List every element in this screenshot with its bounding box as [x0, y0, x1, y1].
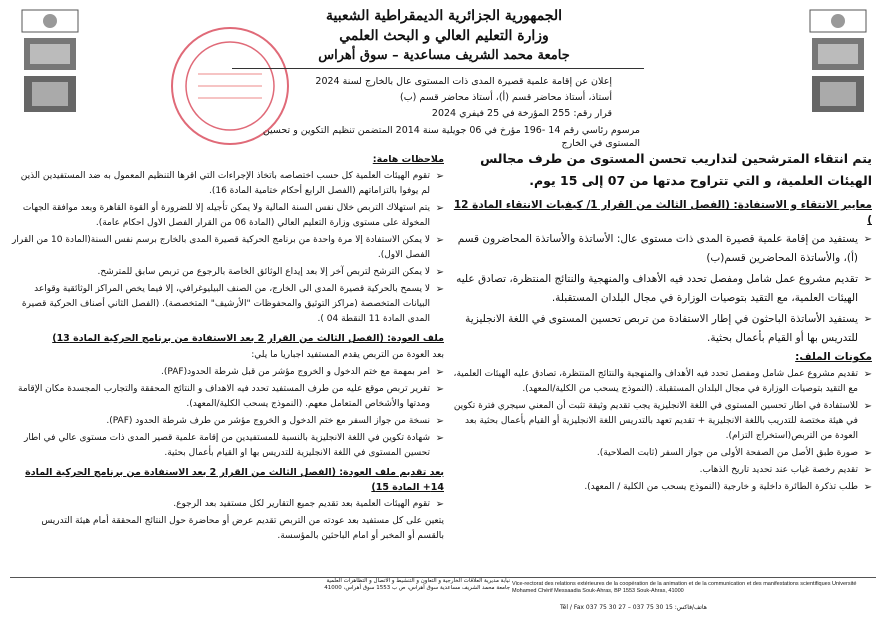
list-item: ➢ شهادة تكوين في اللغة الانجليزية بالنسبة للمستفيدين من إقامة علمية قصير المدى ذات مستوى عالي في اطار تحسين المستوى في اللغة الانجليزية للتدريس بها او القيام بأعمال بحثية.: [24, 433, 444, 458]
check-arrow-icon: ➢: [435, 433, 444, 444]
list-item: ➢ يستفيد من إقامة علمية قصيرة المدى ذات مستوى عال: الأساتذة والأساتذة المحاضرون قسم (أ)، والأساتذة المحاضرين قسم(ب): [452, 230, 872, 268]
check-arrow-icon: ➢: [435, 267, 444, 278]
check-arrow-icon: ➢: [863, 448, 872, 459]
check-arrow-icon: ➢: [435, 384, 444, 395]
list-item: ➢ تقديم مشروع عمل شامل ومفصل تحدد فيه الأهداف والمنهجية والنتائج المنتظرة، تصادق عليه الهيئات العلمية، مع التقيد بتوصيات الوزارة في مجال البلدان المستقبلة. (النموذج يسحب من الكلية/المعهد).: [453, 369, 872, 394]
check-arrow-icon: ➢: [863, 314, 872, 325]
list-item: ➢ تقوم الهيئات العلمية كل حسب اختصاصه باتخاذ الإجراءات التي اقرها التنظيم المعمول به ضد المستفيدين الذين لم يوفوا بالتزاماتهم (الفصل الرابع أحكام ختامية المادة 16).: [20, 171, 444, 196]
check-arrow-icon: ➢: [435, 499, 444, 510]
header-divider: [232, 68, 644, 69]
list-item: ➢ يتم استهلاك التربص خلال نفس السنة المالية ولا يمكن تأجيله إلا للضرورة أو القوة القاهرة وبعد موافقة الجهات المخولة على مستوى وزارة التعليم العالي (المادة 06 من القرار الفصل الاول احكام عامة).: [22, 203, 444, 228]
decree-reference: مرسوم رئاسي رقم 14 -196 مؤرخ في 06 جويلية سنة 2014 المتضمن تنظيم التكوين و تحسين المستوى في الخارج: [262, 125, 640, 149]
list-item: ➢ تقديم مشروع عمل شامل ومفصل تحدد فيه الأهداف والمنهجية والنتائج المنتظرة، تصادق عليه الهيئات العلمية، مع التقيد بتوصيات الوزارة في مجال البلدان المستقبلة.: [452, 270, 872, 308]
footer-address-fr: Vice-rectorat des relations extérieures de la coopération de la animation et de la communication et des manifestations scientifiques Université Mohamed Chérif Messaadia Souk-Ahras, BP 1553 Souk-Ahras, 41000: [512, 581, 857, 594]
file-heading: مكونات الملف:: [795, 351, 872, 363]
list-item: ➢ للاستفادة في اطار تحسين المستوى في اللغة الانجليزية يجب تقديم وثيقة تثبت أن المعني سيجري فترة تكوين في هيئة مختصة للتدريب باللغة الانجليزية + تقديم تعهد بالتدريس اللغة الانجليزية أو القيام بأعمال بحثية بعد العودة من التربص(استخراج التزام).: [453, 401, 872, 441]
list-item: يتعين على كل مستفيد بعد عودته من التربص تقديم عرض أو محاضرة حول النتائج المحققة أمام هيئة التدريس بالقسم أو المخبر أو امام الباحثين بالمؤسسة.: [41, 516, 444, 541]
list-item: ➢ تقرير تربص موقع عليه من طرف المستفيد تحدد فيه الاهداف و النتائج المحققة والتجارب المجسدة مكان الإقامة ومدتها والأشخاص المتعامل معهم. (النموذج يسحب الكلية/المعهد).: [18, 384, 444, 409]
announcement-title: إعلان عن إقامة علمية قصيرة المدى ذات المستوى عال بالخارج لسنة 2024: [315, 76, 612, 87]
announcement-grades: أستاذ، أستاذ محاضر قسم (أ)، أستاذ محاضر قسم (ب): [400, 92, 612, 103]
list-item: ➢ طلب تذكرة الطائرة داخلية و خارجية (النموذج يسحب من الكلية / المعهد).: [584, 482, 872, 493]
after-return-heading: بعد تقديم ملف العودة: (الفصل الثالث من القرار 2 بعد الاستفادة من برنامج الحركية المادة 14+ المادة 15): [25, 467, 444, 493]
left-column: [12, 148, 444, 546]
announcement-block: [300, 74, 612, 122]
list-item: ➢ تقوم الهيئات العلمية بعد تقديم جميع التقارير لكل مستفيد بعد الرجوع.: [173, 499, 444, 510]
list-item: ➢ يستفيد الأساتذة الباحثون في إطار الاستفادة من تربص تحسين المستوى في اللغة الانجليزية للتدريس بها أو القيام بأعمال بحثية.: [452, 310, 872, 348]
letterhead: [250, 6, 638, 66]
footer-phone: Tél / Fax 037 75 30 27 – 037 75 30 15 :هاتف/فاكس: [560, 604, 707, 611]
notes-heading: ملاحظات هامة:: [372, 154, 444, 165]
list-item: ➢ تقديم رخصة غياب عند تحديد تاريخ الذهاب.: [699, 465, 872, 476]
check-arrow-icon: ➢: [863, 274, 872, 285]
check-arrow-icon: ➢: [435, 284, 444, 295]
check-arrow-icon: ➢: [863, 369, 872, 380]
ministry-name: وزارة التعليم العالي و البحث العلمي: [339, 28, 549, 44]
republic-name: الجمهورية الجزائرية الديمقراطية الشعبية: [325, 8, 562, 24]
return-intro: بعد العودة من التربص يقدم المستفيد اجباريا ما يلي:: [251, 350, 444, 360]
return-heading: ملف العودة: (الفصل الثالث من القرار 2 بعد الاستفادة من برنامج الحركية المادة 13): [52, 333, 444, 344]
university-logo-right: [806, 8, 870, 116]
check-arrow-icon: ➢: [435, 367, 444, 378]
check-arrow-icon: ➢: [863, 401, 872, 412]
criteria-heading: معايير الانتقاء و الاستفادة: (الفصل الثالث من القرار 1/ كيفيات الانتقاء المادة 12 ): [453, 199, 872, 226]
footer-address-ar: نيابة مديرية العلاقات الخارجية و التعاون و التنشيط و الاتصال و التظاهرات العلمية جامعة محمد الشريف مساعدية سوق أهراس، ص ب 1553 سوق أهراس، 41000: [324, 578, 510, 591]
check-arrow-icon: ➢: [435, 171, 444, 182]
university-logo-left: [18, 8, 82, 116]
list-item: ➢ لا يمكن الاستفادة إلا مرة واحدة من برنامج الحركية قصيرة المدى بالخارج برسم نفس السنة(المادة 10 من القرار الفصل الاول).: [12, 235, 444, 260]
list-item: ➢ لا يمكن الترشح لتربص آخر إلا بعد إيداع الوثائق الخاصة بالرجوع من تربص سابق للمترشح.: [97, 267, 444, 278]
list-item: ➢ صورة طبق الأصل من الصفحة الأولى من جواز السفر (ثابت الصلاحية).: [596, 448, 872, 459]
announcement-decision: قرار رقم: 255 المؤرخة في 25 فيفري 2024: [431, 108, 612, 119]
right-column: [452, 148, 872, 497]
check-arrow-icon: ➢: [863, 234, 872, 245]
list-item: ➢ امر بمهمة مع ختم الدخول و الخروج مؤشر من قبل شرطة الحدود(PAF).: [161, 367, 444, 378]
check-arrow-icon: ➢: [863, 465, 872, 476]
check-arrow-icon: ➢: [435, 235, 444, 246]
list-item: ➢ نسخة من جواز السفر مع ختم الدخول و الخروج مؤشر من طرف شرطة الحدود (PAF).: [106, 416, 444, 427]
check-arrow-icon: ➢: [863, 482, 872, 493]
check-arrow-icon: ➢: [435, 203, 444, 214]
check-arrow-icon: ➢: [435, 416, 444, 427]
intro-paragraph: يتم انتقاء المترشحين لتداريب تحسن المستوى من طرف مجالس الهيئات العلمية، و التي تتراوح مدتها من 07 إلى 15 يوم.: [480, 151, 872, 188]
university-name: جامعة محمد الشريف مساعدية – سوق أهراس: [318, 48, 570, 63]
list-item: ➢ لا يسمح بالحركية قصيرة المدى الى الخارج، من الصنف البيليوغرافي، إلا فيما يخص المراكز الوثائقية وقواعد البيانات المتخصصة (مراكز التوثيق والمحفوظات "الأرشيف" المتخصصة). (الفصل الثاني أصناف الحركية قصيرة المدى المادة 11 النقطة 04 ).: [21, 284, 444, 324]
